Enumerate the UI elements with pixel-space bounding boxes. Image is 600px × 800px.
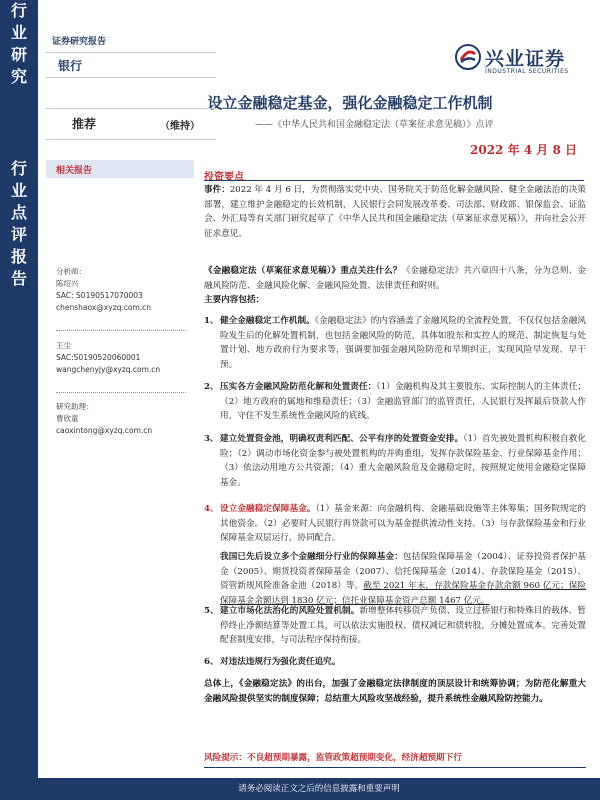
conclusion-paragraph [204, 677, 586, 706]
event-text: 2022 年 4 月 6 日，为贯彻落实党中央、国务院关于防范化解金融风险、健全金融法治的决策部署，建立维护金融稳定的长效机制，人民银行会同发展改革委、司法部、财政部、银保监会、证监会、外汇局等有关部门研究起草了《中华人民共和国金融稳定法（草案征求意见稿）》，并向社会公开征求意见。 [204, 185, 586, 239]
analyst-role: 研究助理： [56, 402, 94, 411]
logo-text-en: INDUSTRIAL SECURITIES [485, 68, 569, 75]
report-title: 设立金融稳定基金，强化金融稳定工作机制 [207, 94, 493, 112]
logo-mark-icon [455, 44, 481, 70]
sidebar-char: 告 [10, 269, 27, 288]
item-heading: 建立处置资金池，明确权责利匹配、公平有序的处置资金安排。 [220, 434, 464, 444]
highlights-rule [204, 180, 584, 181]
list-item [204, 314, 586, 372]
fund-text: 包括保险保障基金（2004）、证券投资者保护基金（2005）、期货投资者保障基金（2007）、信托保障基金（2014）、存款保险基金（2015）、资管新规风险准备金池（2018）等。 [220, 552, 586, 591]
fund-underline-text: 截至 2021 年末，存款保险基金存款余额 960 亿元；保险保障基金余额达到 1830 亿元；信托业保障基金资产总额 1467 亿元。 [220, 581, 586, 606]
risk-warning: 风险提示：不良超预期暴露，监管政策超预期变化，经济超预期下行 [204, 753, 462, 763]
item-heading: 设立金融稳定保障基金。 [220, 504, 316, 514]
sidebar-char: 报 [10, 247, 27, 266]
item-heading: 建立市场化法治化的风险处置机制。 [220, 606, 360, 616]
item-number: 4、 [204, 504, 219, 514]
item-text: 新增整体转移资产负债、设立过桥银行和特殊目的载体、暂停终止净额结算等处置工具，可以依法实施股权、债权减记和债转股，分摊处置成本。完善处置配套制度安排，与司法程序保持衔接。 [220, 606, 586, 645]
analyst-divider [56, 392, 186, 393]
left-sidebar-band [0, 0, 38, 800]
item-heading: 压实各方金融风险防范化解和处置责任： [220, 382, 377, 392]
sidebar-label-industry-review [0, 158, 38, 290]
sidebar-char: 究 [10, 67, 27, 86]
item-text: （1）金融机构及其主要股东、实际控制人的主体责任；（2）地方政府的属地和维稳责任；（3）金融监管部门的监管责任，人民银行发挥最后贷款人作用，守住不发生系统性金融风险的底线。 [220, 382, 586, 421]
list-item [204, 432, 586, 490]
item-text: （1）首先被处置机构积极自救化险；（2）调动市场化资金参与被处置机构的并购重组，发挥存款保险基金、行业保障基金作用；（3）依法动用地方公共资源；（4）重大金融风险危及金融稳定时，按照规定使用金融稳定保障基金。 [220, 434, 586, 488]
analyst-block [56, 266, 151, 314]
item-number: 1、 [204, 316, 219, 326]
analyst-divider [56, 330, 186, 331]
sidebar-char: 业 [10, 23, 27, 42]
item-heading: 健全金融稳定工作机制。 [220, 316, 315, 326]
report-subtitle: ——《中华人民共和国金融稳定法（草案征求意见稿）》点评 [255, 120, 494, 130]
summary-bold: 《金融稳定法（草案征求意见稿）》重点关注什么？ [204, 266, 402, 276]
report-type: 证券研究报告 [52, 37, 107, 47]
analyst-role: 分析师： [56, 267, 86, 276]
company-logo [455, 42, 585, 82]
analyst-name: 王尘 [56, 341, 71, 350]
related-reports-title: 相关报告 [56, 166, 93, 176]
analyst-email[interactable]: chenshaox@xyzq.com.cn [56, 303, 152, 312]
sidebar-char: 点 [10, 203, 27, 222]
analyst-email[interactable]: caoxintong@xyzq.com.cn [56, 426, 153, 435]
fund-paragraph [204, 550, 586, 608]
item-text: （1）基金来源：向金融机构、金融基础设施等主体筹集；国务院规定的其他资金。（2）必要时人民银行再贷款可以为基金提供流动性支持。（3）与存款保险基金和行业保障基金双层运行，协同配合。 [220, 504, 586, 543]
list-item [204, 502, 586, 546]
analyst-name: 陈绍兴 [56, 279, 79, 288]
item-number: 2、 [204, 382, 219, 392]
item-number: 5、 [204, 606, 219, 616]
summary-paragraph [204, 264, 586, 308]
main-points-label: 主要内容包括： [204, 295, 265, 305]
risk-rule [204, 767, 586, 768]
item-number: 3、 [204, 434, 219, 444]
highlights-heading: 投资要点 [204, 172, 244, 183]
sidebar-char: 评 [10, 225, 27, 244]
logo-text-cn: 兴业证券 [485, 48, 566, 70]
sidebar-char: 行 [10, 1, 27, 20]
footer-disclaimer[interactable]: 请务必阅读正文之后的信息披露和重要声明 [238, 784, 400, 794]
item-text: 《金融稳定法》的内容涵盖了金融风险的全流程处置，不仅仅包括金融风险发生后的化解处置机制，也包括金融风险的防范，具体如股东和实控人的规范、制定恢复与处置计划、地方政府行为要求等，强调要加强金融风险防范和早期纠正，实现风险早发现、早干预。 [220, 316, 586, 370]
fund-bold: 我国已先后设立多个金融细分行业的保障基金： [220, 552, 403, 562]
event-paragraph [204, 183, 586, 241]
list-item [204, 380, 586, 424]
rating-label: 推荐 [72, 117, 97, 131]
list-item [204, 655, 586, 670]
sidebar-char: 行 [10, 159, 27, 178]
item-heading: 对违法违规行为强化责任追究。 [220, 657, 341, 667]
list-item [204, 604, 586, 648]
event-label: 事件： [204, 185, 230, 195]
item-number: 6、 [204, 657, 219, 667]
summary-text: 《金融稳定法》共六章四十八条，分为总则、金融风险防范、金融风险化解、金融风险处置、法律责任和附则。 [204, 266, 586, 291]
sidebar-char: 业 [10, 181, 27, 200]
sidebar-char: 研 [10, 45, 27, 64]
sector-name: 银行 [58, 59, 83, 73]
rating-note: （维持） [160, 121, 200, 132]
analyst-block [56, 340, 160, 376]
analyst-block [56, 401, 152, 437]
analyst-sac: SAC: S0190517070003 [56, 291, 143, 300]
analyst-sac: SAC:S0190520060001 [56, 353, 141, 362]
report-date: 2022 年 4 月 8 日 [470, 143, 577, 157]
analyst-name: 曹欣童 [56, 414, 79, 423]
analyst-email[interactable]: wangchenyjy@xyzq.com.cn [56, 365, 161, 374]
sidebar-label-industry-research [0, 0, 38, 88]
conclusion-text: 总体上，《金融稳定法》的出台，加强了金融稳定法律制度的顶层设计和统筹协调；为防范化解重大金融风险提供坚实的制度保障；总结重大风险攻坚战经验，提升系统性金融风险防控能力。 [204, 679, 586, 704]
